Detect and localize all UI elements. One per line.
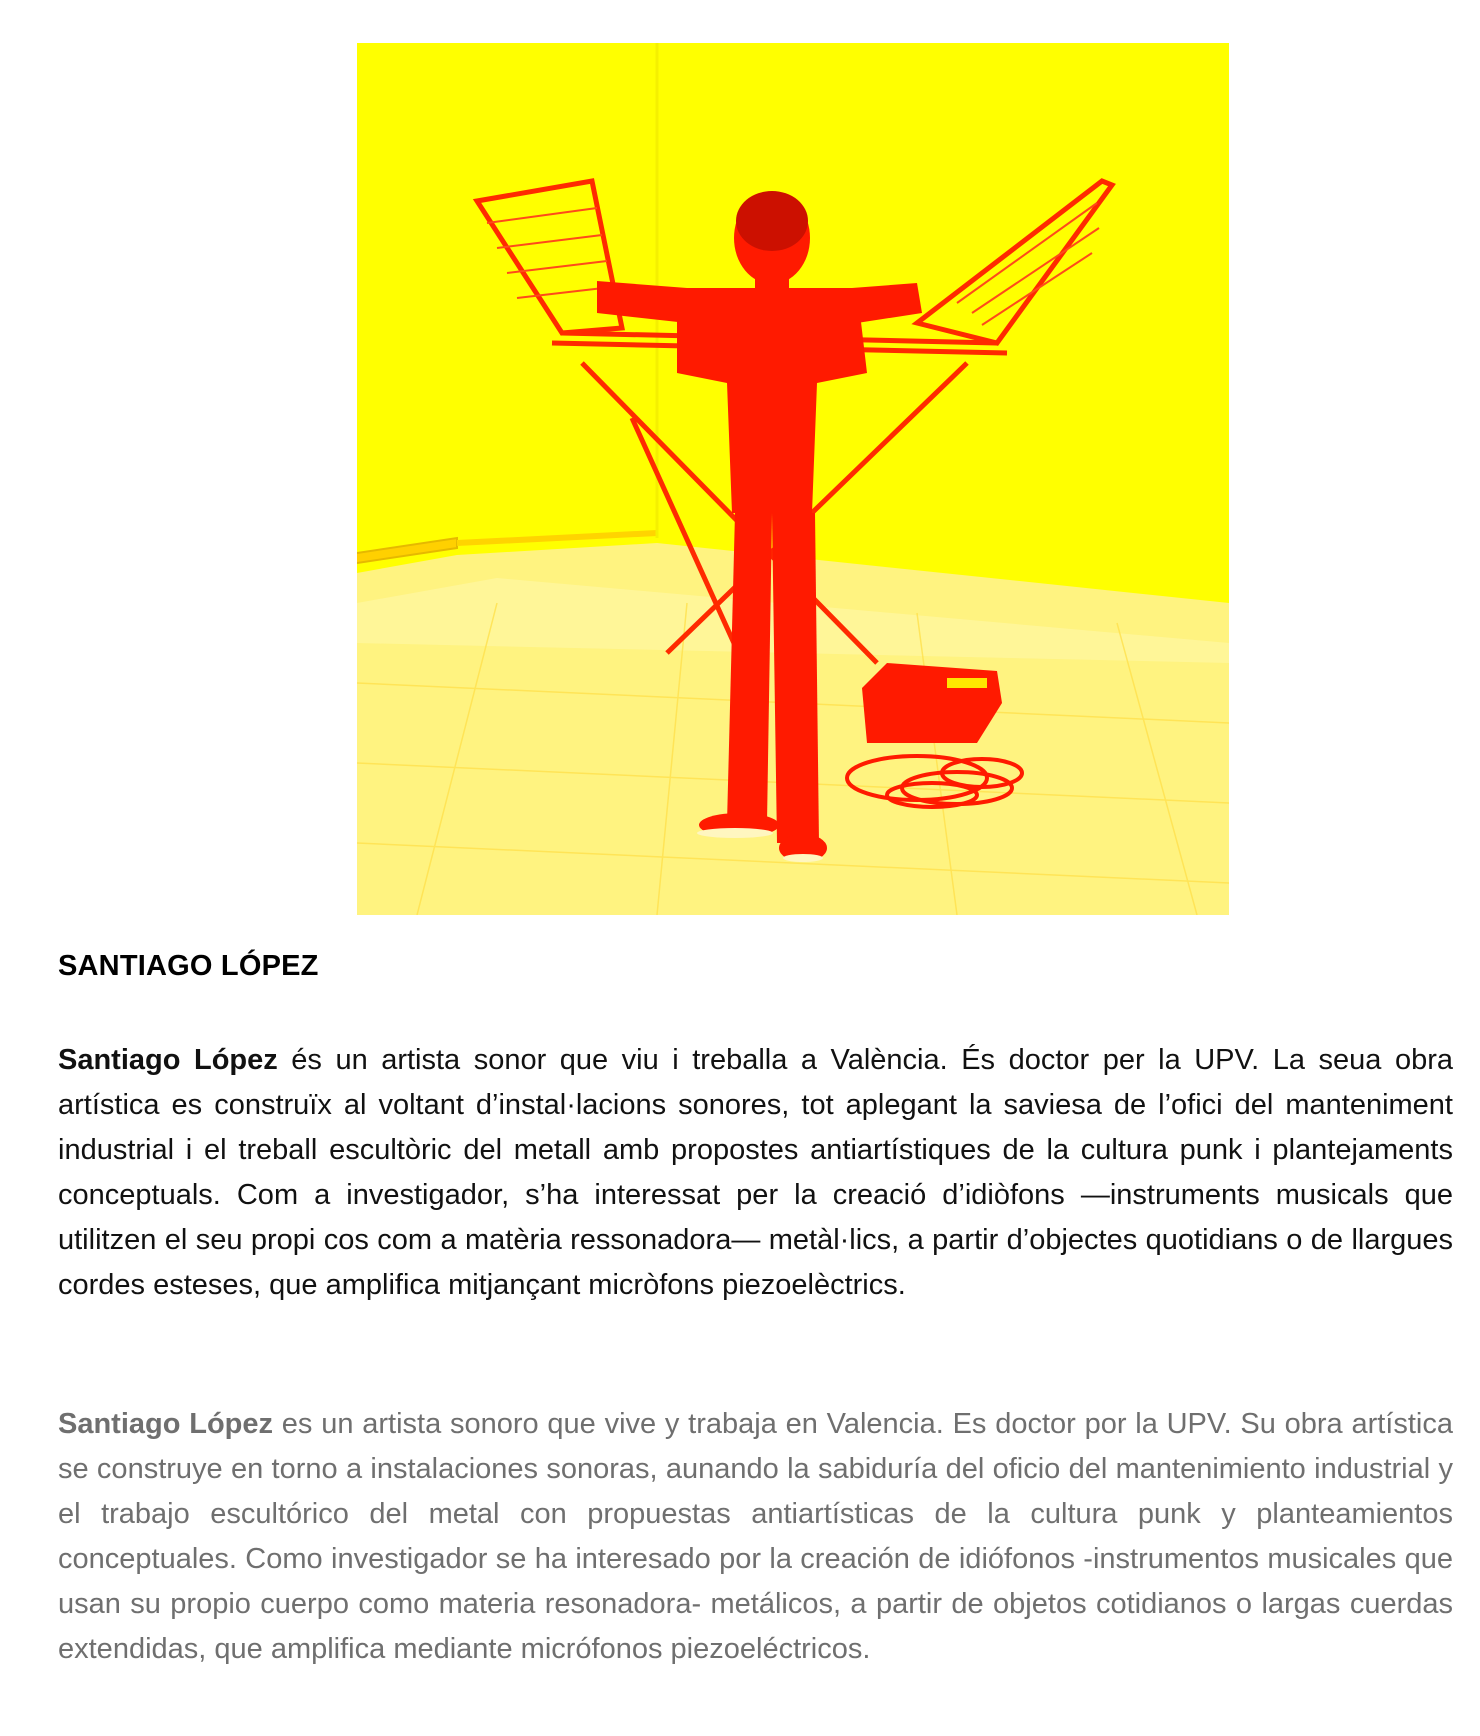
bio-catalan-name: Santiago López xyxy=(58,1044,278,1076)
bio-spanish-text: es un artista sonoro que vive y trabaja en Valencia. Es doctor por la UPV. Su obra artística se construye en torno a instalaciones sonoras, aunando la sabiduría del oficio del mantenimiento industrial y el trabajo escultórico del metal con propuestas antiartísticas de la cultura punk y planteamientos conceptuales. Como investigador se ha interesado por la creación de idiófonos -instrumentos musicales que usan su propio cuerpo como materia resonadora- metálicos, a partir de objetos cotidianos o largas cuerdas extendidas, que amplifica mediante micrófonos piezoeléctricos. xyxy=(58,1408,1453,1665)
artist-name-heading: SANTIAGO LÓPEZ xyxy=(58,950,319,982)
bio-spanish-name: Santiago López xyxy=(58,1408,274,1440)
bio-spanish xyxy=(58,1402,1453,1672)
artist-photo xyxy=(357,43,1229,915)
bio-catalan xyxy=(58,1038,1453,1308)
bio-catalan-text: és un artista sonor que viu i treballa a València. És doctor per la UPV. La seua obra artística es construïx al voltant d’instal·lacions sonores, tot aplegant la saviesa de l’ofici del manteniment industrial i el treball escultòric del metall amb propostes antiartístiques de la cultura punk i plantejaments conceptuals. Com a investigador, s’ha interessat per la creació d’idiòfons —instruments musicals que utilitzen el seu propi cos com a matèria ressonadora— metàl·lics, a partir d’objectes quotidians o de llargues cordes esteses, que amplifica mitjançant micròfons piezoelèctrics. xyxy=(58,1044,1453,1301)
artist-photo-illustration xyxy=(357,43,1229,915)
